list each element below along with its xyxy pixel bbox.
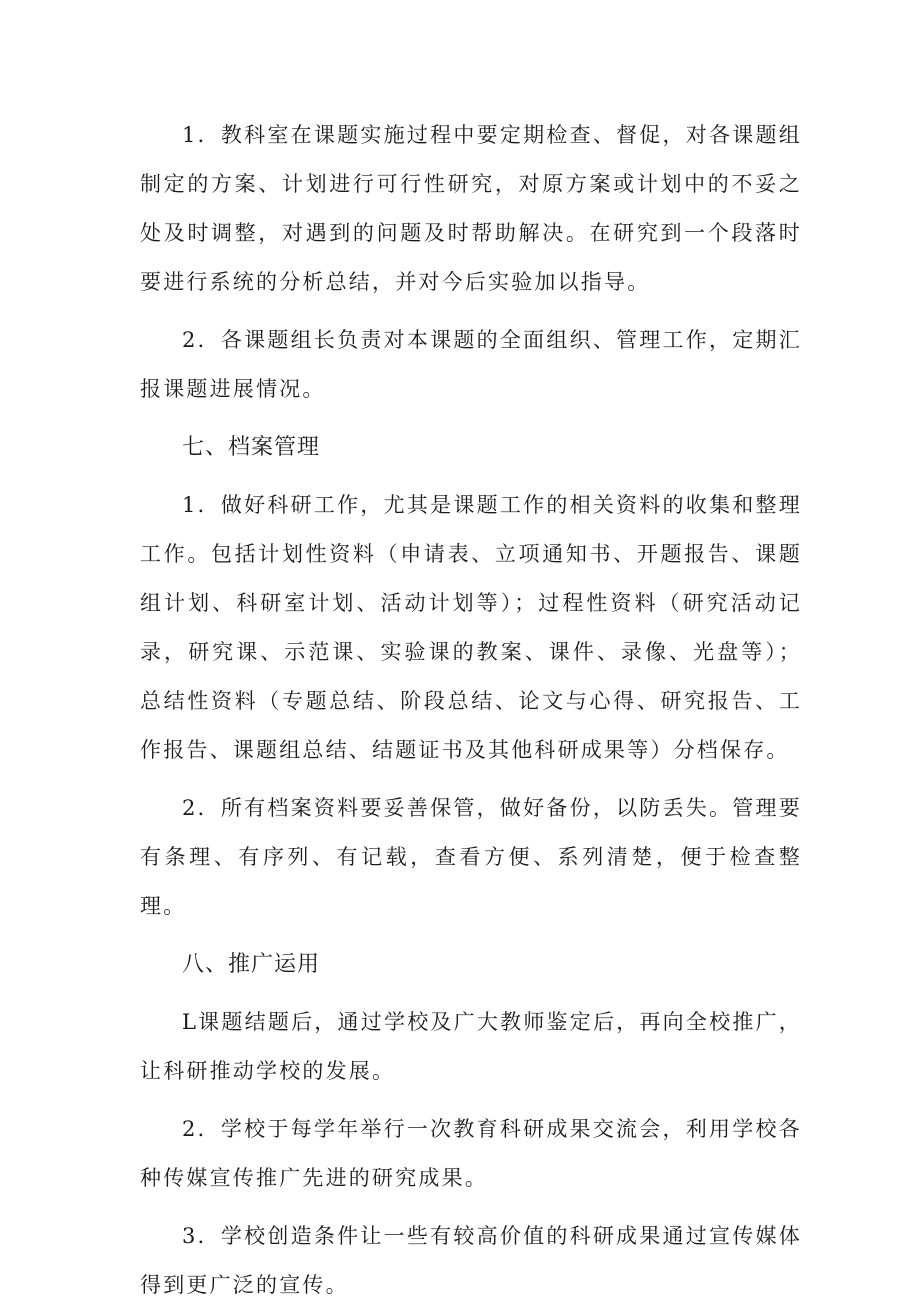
document-body <box>140 111 802 1310</box>
paragraph-promotion-2: 2．学校于每学年举行一次教育科研成果交流会，利用学校各种传媒宣传推广先进的研究成果。 <box>140 1117 802 1190</box>
paragraph-archive-collection: 1．做好科研工作，尤其是课题工作的相关资料的收集和整理工作。包括计划性资料（申请表、立项通知书、开题报告、课题组计划、科研室计划、活动计划等）；过程性资料（研究活动记录，研究课、示范课、实验课的教案、课件、录像、光盘等）；总结性资料（专题总结、阶段总结、论文与心得、研究报告、工作报告、课题组总结、结题证书及其他科研成果等）分档保存。 <box>140 493 802 762</box>
paragraph-archive-storage: 2．所有档案资料要妥善保管，做好备份，以防丢失。管理要有条理、有序列、有记载，查看方便、系列清楚，便于检查整理。 <box>140 796 802 918</box>
paragraph-group-leader: 2．各课题组长负责对本课题的全面组织、管理工作，定期汇报课题进展情况。 <box>140 328 802 401</box>
paragraph-inspection: 1．教科室在课题实施过程中要定期检查、督促，对各课题组制定的方案、计划进行可行性研究，对原方案或计划中的不妥之处及时调整，对遇到的问题及时帮助解决。在研究到一个段落时要进行系统的分析总结，并对今后实验加以指导。 <box>140 123 802 294</box>
heading-promotion: 八、推广运用 <box>182 952 321 977</box>
paragraph-promotion-1: L课题结题后，通过学校及广大教师鉴定后，再向全校推广，让科研推动学校的发展。 <box>140 1010 802 1083</box>
paragraph-promotion-3: 3．学校创造条件让一些有较高价值的科研成果通过宣传媒体得到更广泛的宣传。 <box>140 1224 802 1297</box>
heading-archive-management: 七、档案管理 <box>182 435 321 460</box>
